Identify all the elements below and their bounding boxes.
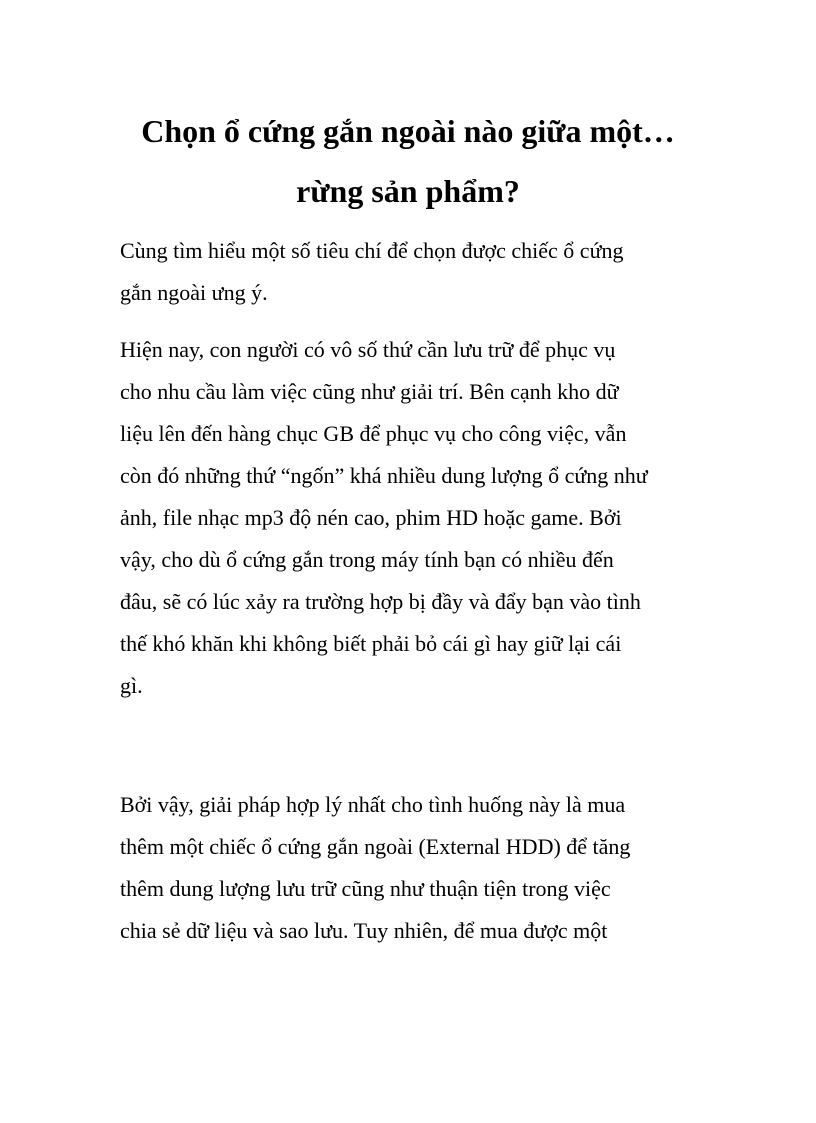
text-line: vậy, cho dù ổ cứng gắn trong máy tính bạn có nhiều đến bbox=[120, 547, 614, 572]
text-line: thêm dung lượng lưu trữ cũng như thuận tiện trong việc bbox=[120, 876, 611, 901]
intro-paragraph bbox=[120, 230, 720, 314]
title-line: rừng sản phẩm? bbox=[296, 173, 520, 209]
body-paragraph bbox=[120, 329, 720, 707]
title-line: Chọn ổ cứng gắn ngoài nào giữa một… bbox=[141, 113, 675, 149]
text-line: đâu, sẽ có lúc xảy ra trường hợp bị đầy và đẩy bạn vào tình bbox=[120, 589, 641, 614]
text-line: thêm một chiếc ổ cứng gắn ngoài (External HDD) để tăng bbox=[120, 834, 631, 859]
text-line: chia sẻ dữ liệu và sao lưu. Tuy nhiên, để mua được một bbox=[120, 918, 608, 943]
text-line: Bởi vậy, giải pháp hợp lý nhất cho tình huống này là mua bbox=[120, 792, 626, 817]
body-paragraph bbox=[120, 784, 720, 952]
text-line: thế khó khăn khi không biết phải bỏ cái gì hay giữ lại cái bbox=[120, 631, 622, 656]
text-line: gì. bbox=[120, 673, 143, 698]
text-line: ảnh, file nhạc mp3 độ nén cao, phim HD hoặc game. Bởi bbox=[120, 505, 622, 530]
text-line: Hiện nay, con người có vô số thứ cần lưu trữ để phục vụ bbox=[120, 337, 616, 362]
document-title bbox=[100, 101, 716, 221]
text-line: Cùng tìm hiểu một số tiêu chí để chọn được chiếc ổ cứng bbox=[120, 238, 624, 263]
text-line: gắn ngoài ưng ý. bbox=[120, 280, 268, 305]
text-line: còn đó những thứ “ngốn” khá nhiều dung lượng ổ cứng như bbox=[120, 463, 648, 488]
text-line: liệu lên đến hàng chục GB để phục vụ cho công việc, vẫn bbox=[120, 421, 627, 446]
text-line: cho nhu cầu làm việc cũng như giải trí. Bên cạnh kho dữ bbox=[120, 379, 619, 404]
